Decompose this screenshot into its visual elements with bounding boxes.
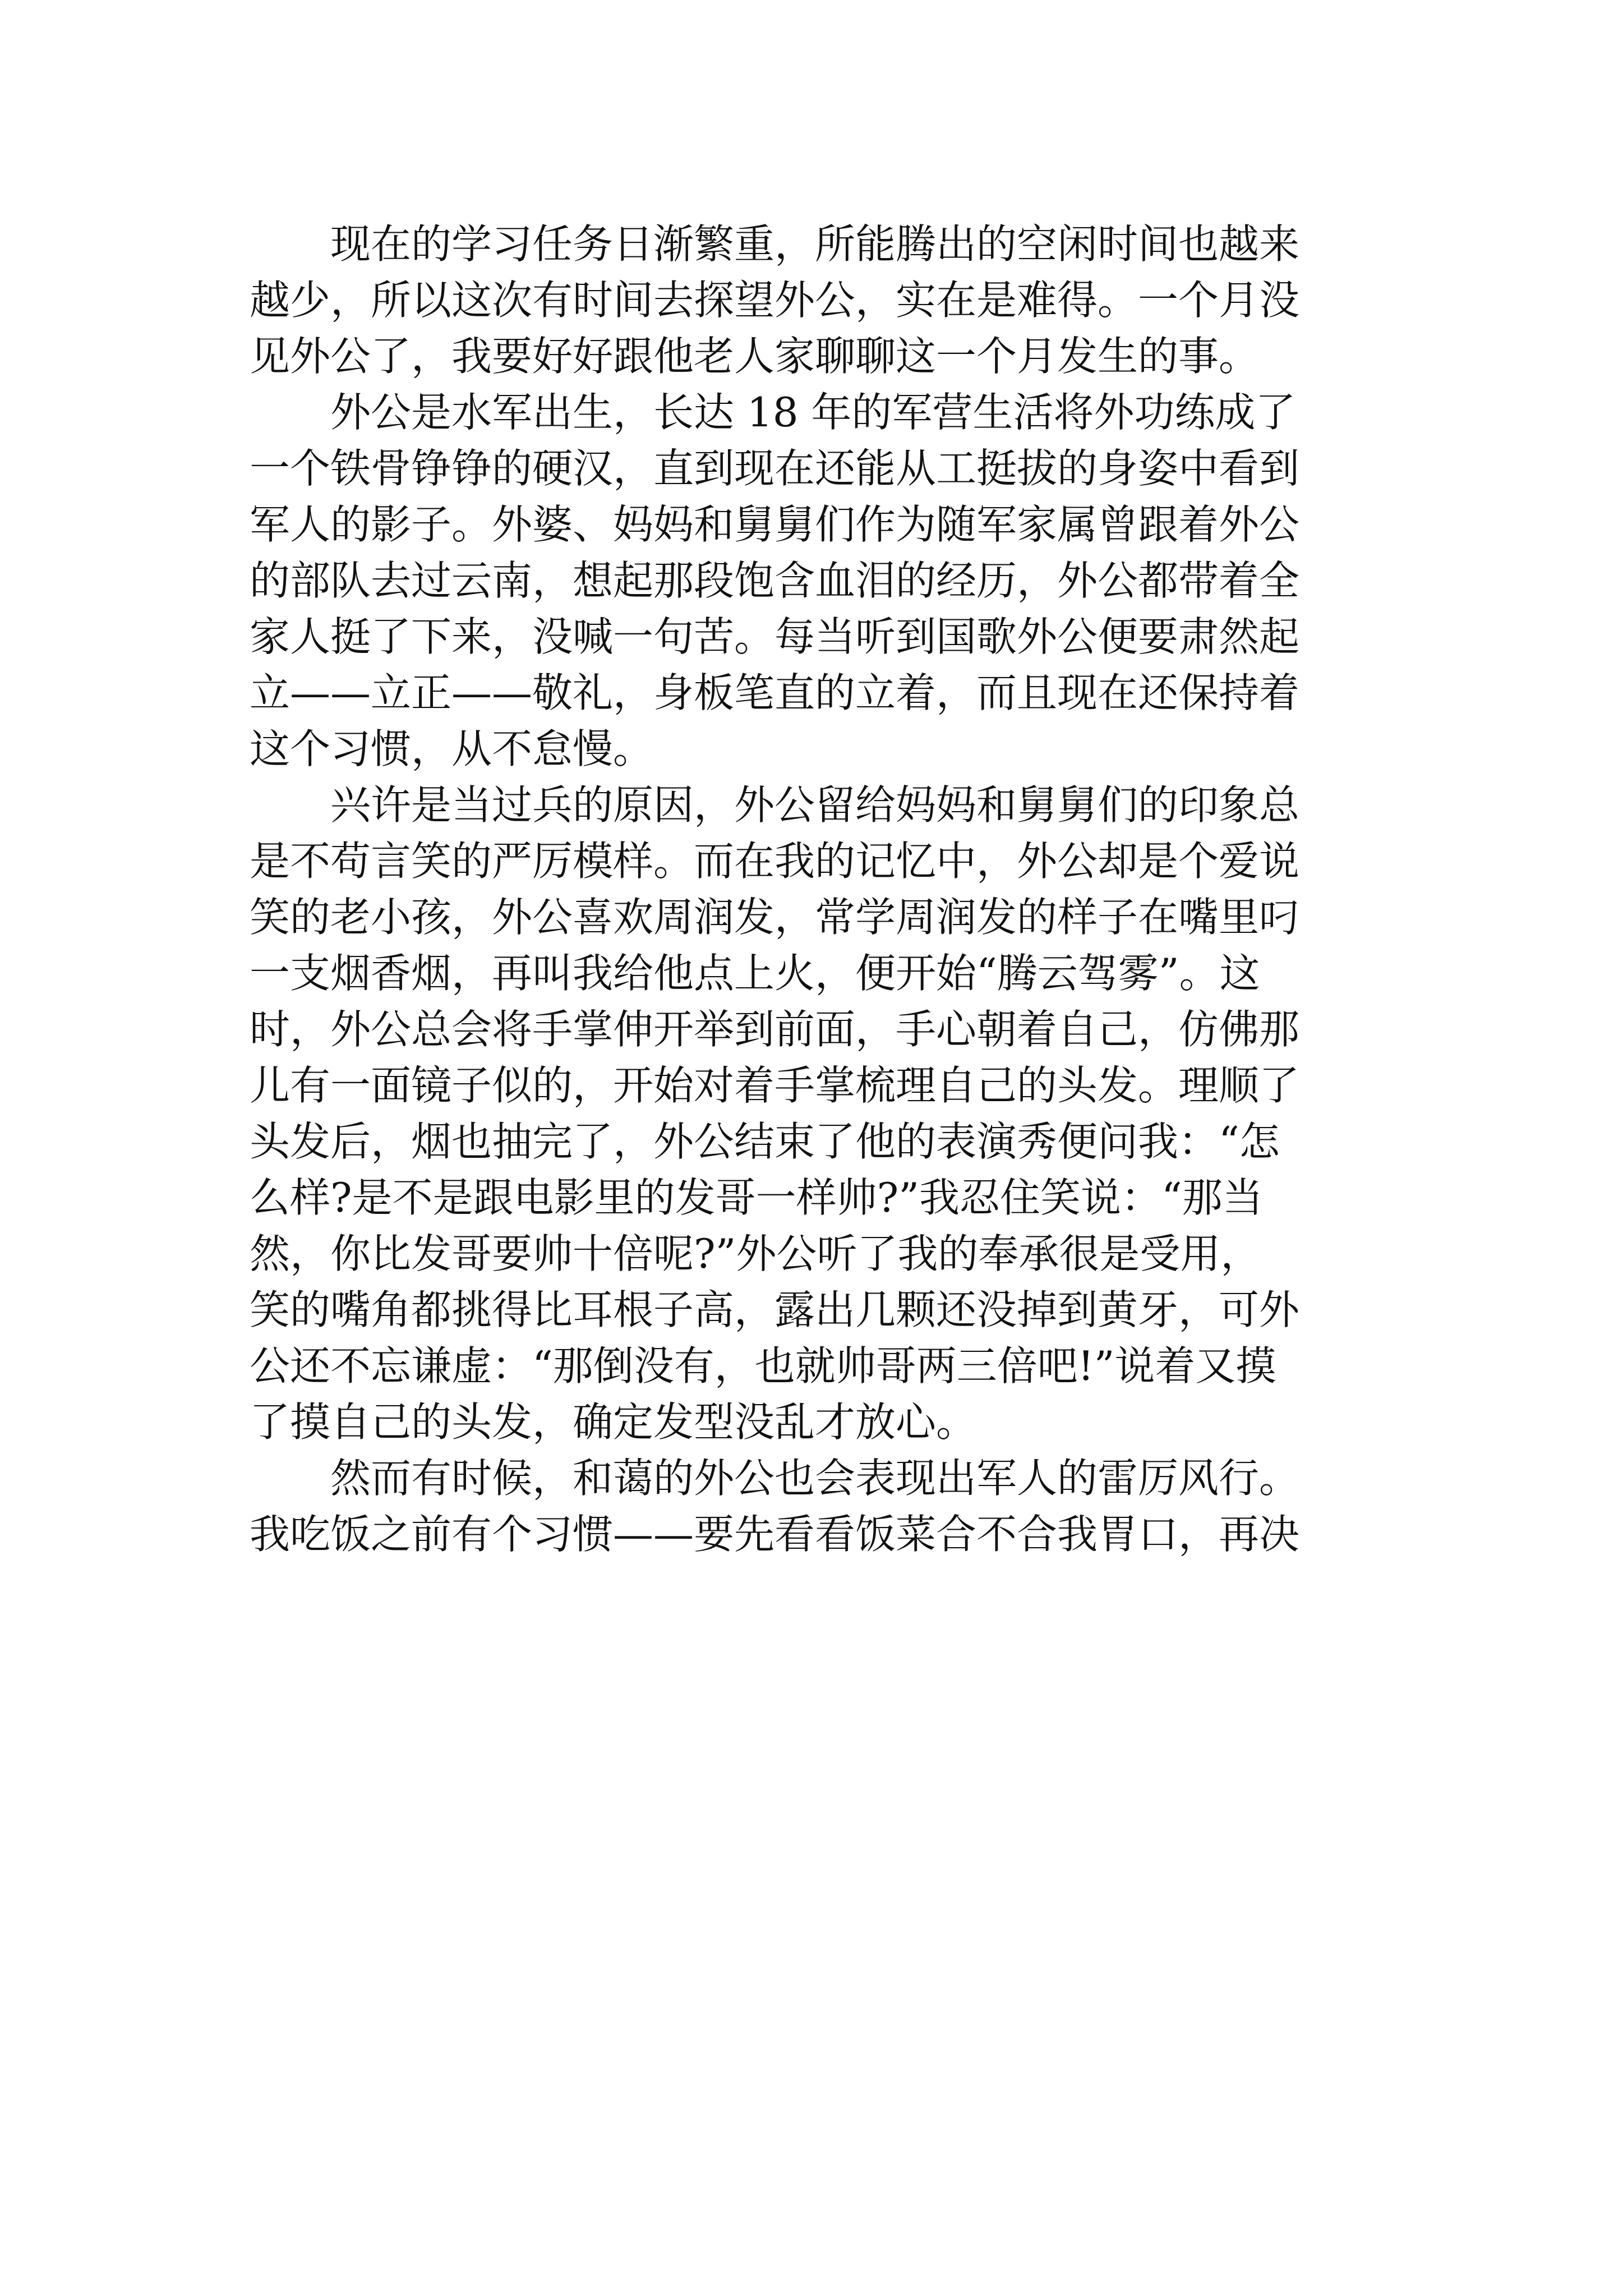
text-line: 这个习惯，从不怠慢。 xyxy=(250,725,654,772)
text-line: 头发后，烟也抽完了，外公结束了他的表演秀便问我：“怎 xyxy=(250,1118,1280,1165)
text-line: 家人挺了下来，没喊一句苦。每当听到国歌外公便要肃然起 xyxy=(250,613,1300,660)
text-line: 儿有一面镜子似的，开始对着手掌梳理自己的头发。理顺了 xyxy=(250,1062,1300,1109)
text-line: 外公是水军出生，长达 18 年的军营生活将外功练成了 xyxy=(250,389,1296,436)
paragraph-2 xyxy=(250,384,1427,777)
text-line: 的部队去过云南，想起那段饱含血泪的经历，外公都带着全 xyxy=(250,557,1300,604)
text-line: 立——立正——敬礼，身板笔直的立着，而且现在还保持着 xyxy=(250,669,1300,716)
text-line: 军人的影子。外婆、妈妈和舅舅们作为随军家属曾跟着外公 xyxy=(250,501,1300,548)
text-line: 现在的学习任务日渐繁重，所能腾出的空闲时间也越来 xyxy=(250,220,1300,268)
text-line: 兴许是当过兵的原因，外公留给妈妈和舅舅们的印象总 xyxy=(250,781,1300,829)
text-line: 了摸自己的头发，确定发型没乱才放心。 xyxy=(250,1398,977,1446)
text-line: 是不苟言笑的严厉模样。而在我的记忆中，外公却是个爱说 xyxy=(250,838,1300,885)
text-line: 我吃饭之前有个习惯——要先看看饭菜合不合我胃口，再决 xyxy=(250,1511,1300,1558)
text-line: 笑的老小孩，外公喜欢周润发，常学周润发的样子在嘴里叼 xyxy=(250,894,1300,941)
text-line: 一支烟香烟，再叫我给他点上火，便开始“腾云驾雾”。这 xyxy=(250,950,1260,997)
text-line: 一个铁骨铮铮的硬汉，直到现在还能从工挺拔的身姿中看到 xyxy=(250,445,1300,492)
paragraph-4 xyxy=(250,1450,1427,1562)
text-line: 么样?是不是跟电影里的发哥一样帅?”我忍住笑说：“那当 xyxy=(250,1174,1263,1221)
document-body xyxy=(250,216,1427,1562)
text-line: 时，外公总会将手掌伸开举到前面，手心朝着自己，仿佛那 xyxy=(250,1006,1300,1053)
text-line: 见外公了，我要好好跟他老人家聊聊这一个月发生的事。 xyxy=(250,333,1260,380)
text-line: 然，你比发哥要帅十倍呢?”外公听了我的奉承很是受用， xyxy=(250,1230,1261,1277)
paragraph-1 xyxy=(250,216,1427,384)
text-line: 越少，所以这次有时间去探望外公，实在是难得。一个月没 xyxy=(250,277,1300,324)
text-line: 公还不忘谦虚：“那倒没有，也就帅哥两三倍吧!”说着又摸 xyxy=(250,1342,1276,1389)
text-line: 笑的嘴角都挑得比耳根子高，露出几颗还没掉到黄牙，可外 xyxy=(250,1286,1300,1333)
text-line: 然而有时候，和蔼的外公也会表现出军人的雷厉风行。 xyxy=(250,1455,1300,1502)
paragraph-3 xyxy=(250,777,1427,1450)
